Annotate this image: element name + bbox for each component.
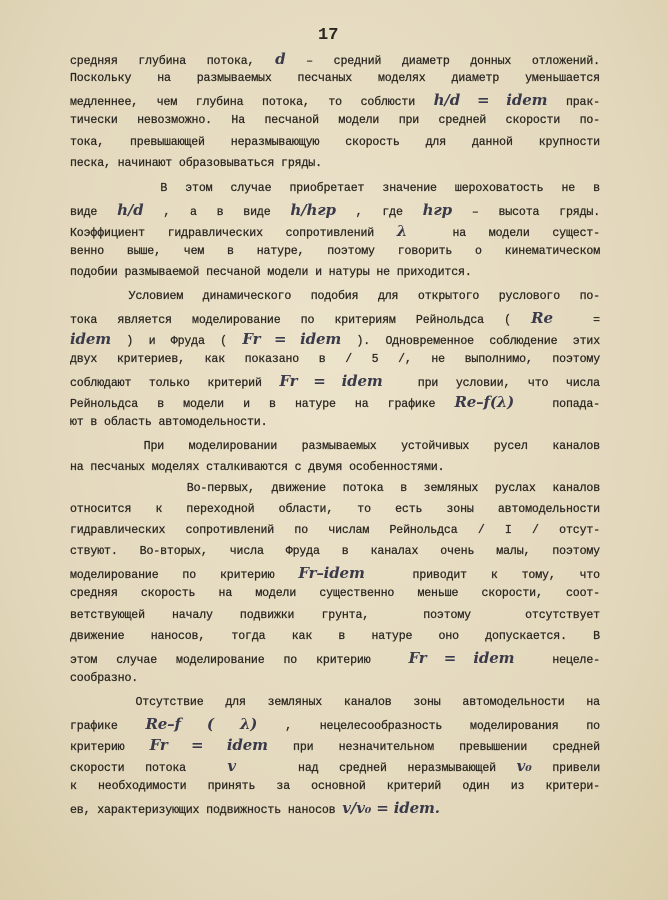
text-line bbox=[70, 224, 600, 241]
typed-text: на песчаных моделях сталкиваются с двумя особенностями. bbox=[70, 461, 445, 474]
typed-text: к необходимости принять за основной критерий один из критери- bbox=[70, 780, 600, 793]
handwritten-formula: v₀ bbox=[516, 757, 532, 775]
typed-text: венно выше, чем в натуре, поэтому говорить о кинематическом bbox=[70, 245, 600, 258]
typed-text: – высота гряды. bbox=[451, 206, 600, 219]
text-line bbox=[70, 72, 600, 86]
typed-text: песка, начинают образовываться гряды. bbox=[70, 157, 322, 170]
text-line bbox=[70, 245, 600, 259]
typed-text: при незначительном превышении средней bbox=[267, 741, 600, 754]
text-line bbox=[70, 157, 600, 171]
typed-text: ) и Фруда ( bbox=[111, 335, 243, 348]
text-line bbox=[70, 311, 600, 328]
text-line bbox=[70, 780, 600, 794]
typed-text: , где bbox=[335, 206, 423, 219]
handwritten-formula: v bbox=[227, 757, 236, 775]
text-line bbox=[70, 353, 600, 367]
typed-text: относится к переходной области, то есть зоны автомодельности bbox=[70, 503, 600, 516]
typed-text: над средней неразмывающей bbox=[235, 762, 517, 775]
text-line bbox=[70, 203, 600, 220]
text-line bbox=[70, 416, 600, 430]
text-line bbox=[70, 290, 600, 304]
text-line bbox=[70, 374, 600, 391]
handwritten-formula: Fr = idem bbox=[149, 736, 268, 754]
text-line bbox=[70, 801, 600, 818]
typed-text: моделирование по критерию bbox=[70, 569, 299, 582]
typed-text: Рейнольдса в модели и в натуре на графике bbox=[70, 398, 455, 411]
typed-text: Отсутствие для земляных каналов зоны автомодельности на bbox=[70, 696, 600, 709]
text-line bbox=[70, 440, 600, 454]
text-line bbox=[70, 524, 600, 538]
typed-text: подобии размываемой песчаной модели и натуры не приходится. bbox=[70, 266, 472, 279]
text-line bbox=[70, 672, 600, 686]
handwritten-formula: v/v₀ = idem. bbox=[342, 799, 440, 817]
text-line bbox=[70, 114, 600, 128]
typed-text: средняя глубина потока, bbox=[70, 55, 276, 68]
handwritten-formula: h/d bbox=[117, 201, 144, 219]
handwritten-formula: h/d = idem bbox=[433, 91, 548, 109]
typed-text: привели bbox=[531, 762, 600, 775]
text-line bbox=[70, 52, 600, 69]
typed-text: приводит к тому, что bbox=[364, 569, 600, 582]
typed-text: тока, превышающей неразмывающую скорость для данной крупности bbox=[70, 136, 600, 149]
text-line bbox=[70, 566, 600, 583]
typed-text: скорости потока bbox=[70, 762, 228, 775]
handwritten-formula: d bbox=[275, 50, 286, 68]
typed-text: Условием динамического подобия для открытого руслового по- bbox=[70, 290, 600, 303]
typed-text: медленнее, чем глубина потока, то соблюсти bbox=[70, 96, 434, 109]
typed-text: В этом случае приобретает значение шероховатость не в bbox=[70, 182, 600, 195]
typed-text: = bbox=[552, 314, 600, 327]
typed-text: тически невозможно. На песчаной модели при средней скорости по- bbox=[70, 114, 600, 127]
typed-text: Коэффициент гидравлических сопротивлений bbox=[70, 227, 397, 240]
handwritten-formula: idem bbox=[70, 330, 112, 348]
text-line bbox=[70, 651, 600, 668]
typed-text: прак- bbox=[547, 96, 600, 109]
typed-text: , нецелесообразность моделирования по bbox=[257, 720, 600, 733]
handwritten-formula: Fr = idem bbox=[279, 372, 383, 390]
text-line bbox=[70, 696, 600, 710]
text-line bbox=[70, 182, 600, 196]
text-line bbox=[70, 482, 600, 496]
typed-text: ). Одновременное соблюдение этих bbox=[341, 335, 601, 348]
text-line bbox=[70, 136, 600, 150]
text-line bbox=[70, 395, 600, 412]
typed-text: При моделировании размываемых устойчивых русел каналов bbox=[70, 440, 600, 453]
text-line bbox=[70, 545, 600, 559]
text-line bbox=[70, 503, 600, 517]
typed-text: Поскольку на размываемых песчаных моделях диаметр уменьшается bbox=[70, 72, 600, 85]
typed-text: движение наносов, тогда как в натуре оно допускается. В bbox=[70, 630, 600, 643]
typed-text: гидравлических сопротивлений по числам Рейнольдса / I / отсут- bbox=[70, 524, 600, 537]
typed-text: соблюдают только критерий bbox=[70, 377, 280, 390]
typed-text: попада- bbox=[514, 398, 600, 411]
handwritten-formula: hгр bbox=[422, 201, 452, 219]
text-line bbox=[70, 738, 600, 755]
text-line bbox=[70, 332, 600, 349]
text-line bbox=[70, 759, 600, 776]
handwritten-formula: Re–f ( λ) bbox=[145, 715, 258, 733]
typed-text: этом случае моделирование по критерию bbox=[70, 654, 409, 667]
typed-text: двух критериев, как показано в / 5 /, не выполнимо, поэтому bbox=[70, 353, 600, 366]
text-line bbox=[70, 630, 600, 644]
typed-text: средняя скорость на модели существенно меньше скорости, соот- bbox=[70, 587, 600, 600]
typed-text: ев, характеризующих подвижность наносов bbox=[70, 804, 343, 817]
handwritten-formula: Fr = idem bbox=[408, 649, 515, 667]
handwritten-formula: h/hгр bbox=[290, 201, 336, 219]
typed-text: критерию bbox=[70, 741, 150, 754]
page-number: 17 bbox=[318, 26, 339, 45]
typed-text: ствуют. Во-вторых, числа Фруда в каналах очень малы, поэтому bbox=[70, 545, 600, 558]
handwritten-formula: Re–f(λ) bbox=[454, 393, 515, 411]
typed-text: – средний диаметр донных отложений. bbox=[285, 55, 600, 68]
typed-text: сообразно. bbox=[70, 672, 139, 685]
handwritten-formula: Re bbox=[531, 309, 553, 327]
text-line bbox=[70, 587, 600, 601]
text-line bbox=[70, 266, 600, 280]
text-line bbox=[70, 717, 600, 734]
typed-text: графике bbox=[70, 720, 146, 733]
typed-text: тока является моделирование по критериям Рейнольдса ( bbox=[70, 314, 532, 327]
typed-text: при условии, что числа bbox=[382, 377, 600, 390]
typed-text: , а в виде bbox=[143, 206, 291, 219]
typed-text: ветствующей началу подвижки грунта, поэтому отсутствует bbox=[70, 609, 600, 622]
text-line bbox=[70, 609, 600, 623]
typed-text: Во-первых, движение потока в земляных руслах каналов bbox=[70, 482, 600, 495]
handwritten-formula: Fr = idem bbox=[242, 330, 342, 348]
text-line bbox=[70, 461, 600, 475]
handwritten-formula: λ bbox=[396, 222, 408, 240]
typed-text: нецеле- bbox=[514, 654, 600, 667]
handwritten-formula: Fr–idem bbox=[298, 564, 365, 582]
text-line bbox=[70, 93, 600, 110]
typed-text: виде bbox=[70, 206, 118, 219]
typed-text: ют в область автомодельности. bbox=[70, 416, 268, 429]
typed-text: на модели сущест- bbox=[407, 227, 600, 240]
